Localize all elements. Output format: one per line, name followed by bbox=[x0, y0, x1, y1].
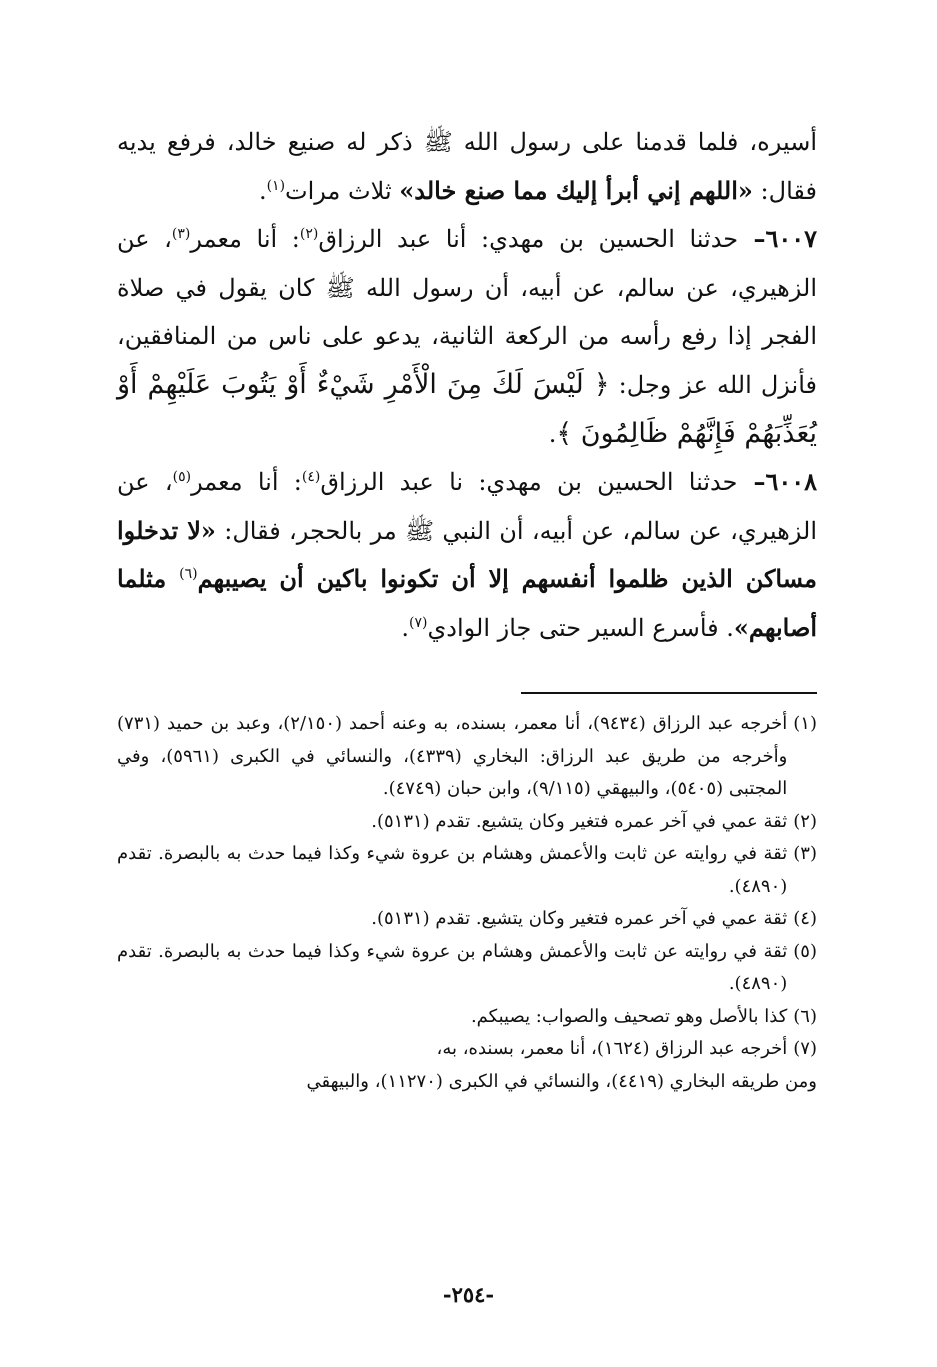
footnote-5 bbox=[117, 936, 817, 1001]
paragraph-text: ثلاث مرات bbox=[285, 176, 400, 205]
footnote-6 bbox=[117, 1001, 817, 1034]
footnote-marker: (٧) bbox=[409, 614, 428, 631]
footnote-marker: (٤) bbox=[301, 469, 321, 486]
isnad-text: حدثنا الحسين بن مهدي: نا عبد الرزاق bbox=[320, 468, 738, 497]
isnad-text: حدثنا الحسين بن مهدي: أنا عبد الرزاق bbox=[318, 225, 739, 254]
footnote-text: ثقة عمي في آخر عمره فتغير وكان يتشيع. تقدم (٥١٣١). bbox=[371, 908, 788, 929]
footnote-4 bbox=[117, 903, 817, 936]
hadith-6007 bbox=[117, 215, 817, 458]
footnote-number: (٧) bbox=[793, 1038, 817, 1059]
hadith-6008 bbox=[117, 458, 817, 652]
footnotes bbox=[117, 708, 817, 1098]
paragraph-text: أسيره، فلما قدمنا على رسول الله ﷺ ذكر له صنيع خالد، فرفع يديه فقال: bbox=[117, 128, 817, 205]
footnote-number: (٤) bbox=[793, 908, 817, 929]
paragraph-text: . bbox=[548, 419, 557, 448]
main-text bbox=[117, 118, 817, 653]
footnote-text: ثقة عمي في آخر عمره فتغير وكان يتشيع. تقدم (٥١٣١). bbox=[371, 810, 788, 832]
footnote-7 bbox=[117, 1033, 817, 1066]
footnote-text: ثقة في روايته عن ثابت والأعمش وهشام بن عروة شيء وكذا فيما حدث به بالبصرة. تقدم (٤٨٩٠). bbox=[117, 843, 788, 897]
hadith-dash: – bbox=[737, 467, 766, 497]
footnote-marker: (٢) bbox=[299, 226, 319, 243]
paragraph-text: . bbox=[401, 613, 409, 642]
footnote-1 bbox=[117, 708, 817, 806]
hadith-dash: – bbox=[738, 224, 766, 254]
hadith-quote: مثلما أصابهم» bbox=[117, 564, 817, 642]
matn-text: ، عن الزهيري، عن سالم، عن أبيه، أن رسول الله ﷺ كان يقول في صلاة الفجر إذا رفع رأسه من الركعة الثانية، يدعو على ناس من المنافقين، فأنزل الله عز وجل: bbox=[117, 225, 817, 399]
footnote-marker: (٣) bbox=[171, 226, 191, 243]
footnote-text: أخرجه عبد الرزاق (١٦٢٤)، أنا معمر، بسنده، به، bbox=[436, 1038, 788, 1059]
footnote-continuation: ومن طريقه البخاري (٤٤١٩)، والنسائي في الكبرى (١١٢٧٠)، والبيهقي bbox=[306, 1070, 817, 1092]
hadith-number: ٦٠٠٧ bbox=[765, 224, 818, 254]
quran-verse: ﴿ لَيْسَ لَكَ مِنَ الْأَمْرِ شَيْءٌ أَوْ يَتُوبَ عَلَيْهِمْ أَوْ يُعَذِّبَهُمْ فَإِنَّهُمْ ظَالِمُونَ ﴾ bbox=[117, 368, 817, 449]
footnote-number: (٦) bbox=[793, 1005, 817, 1027]
footnote-text: أخرجه عبد الرزاق (٩٤٣٤)، أنا معمر، بسنده، به وعنه أحمد (٢/١٥٠)، وعبد بن حميد (٧٣١) وأخرجه من طريق عبد الرزاق: البخاري (٤٣٣٩)، والنسائي في الكبرى (٥٩٦١)، وفي المجتبى (٥٤٠٥)، والبيهقي (٩/١١٥)، وابن حبان (٤٧٤٩). bbox=[117, 713, 788, 799]
footnote-marker: (٦) bbox=[179, 566, 198, 583]
footnote-number: (١) bbox=[793, 713, 817, 734]
footnote-2 bbox=[117, 806, 817, 839]
footnote-text: كذا بالأصل وهو تصحيف والصواب: يصيبكم. bbox=[470, 1005, 788, 1027]
hadith-quote: «لا تدخلوا مساكن الذين ظلموا أنفسهم إلا أن تكونوا باكين أن يصيبهم bbox=[117, 515, 817, 594]
footnote-marker: (٥) bbox=[172, 469, 192, 486]
footnote-number: (٣) bbox=[793, 843, 817, 864]
paragraph-text: . bbox=[258, 176, 267, 205]
footnote-text: ثقة في روايته عن ثابت والأعمش وهشام بن عروة شيء وكذا فيما حدث به بالبصرة. تقدم (٤٨٩٠). bbox=[117, 940, 788, 994]
footnote-number: (٢) bbox=[793, 810, 817, 832]
footnote-divider bbox=[521, 692, 817, 694]
hadith-quote: «اللهم إني أبرأ إليك مما صنع خالد» bbox=[399, 175, 753, 205]
isnad-text: : أنا معمر bbox=[191, 468, 302, 497]
footnote-number: (٥) bbox=[793, 940, 817, 962]
matn-text: . فأسرع السير حتى جاز الوادي bbox=[427, 613, 734, 642]
hadith-number: ٦٠٠٨ bbox=[765, 467, 818, 497]
paragraph-continuation bbox=[117, 118, 817, 215]
isnad-text: : أنا معمر bbox=[190, 225, 300, 254]
page-number: -٢٥٤- bbox=[442, 1282, 495, 1307]
footnote-marker: (١) bbox=[266, 177, 286, 194]
matn-text: ، عن الزهيري، عن سالم، عن أبيه، أن النبي ﷺ مر بالحجر، فقال: bbox=[117, 468, 817, 545]
footnote-3 bbox=[117, 838, 817, 903]
